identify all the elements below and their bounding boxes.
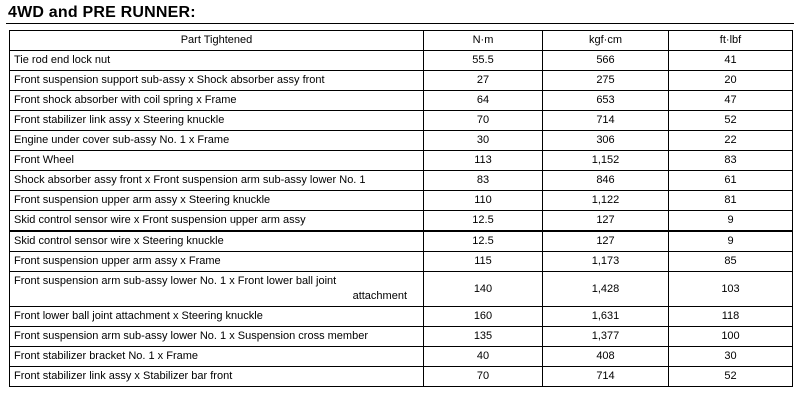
table-row (10, 252, 793, 272)
nm-cell: 135 (424, 327, 543, 347)
ft-lbf-cell: 100 (669, 327, 793, 347)
nm-cell: 110 (424, 191, 543, 211)
column-header-ft-lbf: ft·lbf (669, 31, 793, 51)
kgf-cm-cell: 127 (543, 211, 669, 232)
part-cell: Skid control sensor wire x Steering knuckle (10, 231, 424, 252)
section-title-underline (6, 23, 794, 24)
nm-cell: 40 (424, 347, 543, 367)
nm-cell: 140 (424, 272, 543, 307)
column-header-nm: N·m (424, 31, 543, 51)
part-cell: Shock absorber assy front x Front suspension arm sub-assy lower No. 1 (10, 171, 424, 191)
nm-cell: 70 (424, 367, 543, 387)
table-row (10, 367, 793, 387)
section-title: 4WD and PRE RUNNER: (8, 4, 196, 21)
nm-cell: 83 (424, 171, 543, 191)
ft-lbf-cell: 118 (669, 307, 793, 327)
ft-lbf-cell: 41 (669, 51, 793, 71)
ft-lbf-cell: 20 (669, 71, 793, 91)
ft-lbf-cell: 52 (669, 367, 793, 387)
kgf-cm-cell: 275 (543, 71, 669, 91)
part-cell (10, 272, 424, 307)
table-row (10, 71, 793, 91)
ft-lbf-cell: 61 (669, 171, 793, 191)
nm-cell: 55.5 (424, 51, 543, 71)
table-row (10, 327, 793, 347)
part-cell: Front lower ball joint attachment x Steering knuckle (10, 307, 424, 327)
table-row (10, 171, 793, 191)
table-row (10, 51, 793, 71)
part-cell: Front suspension upper arm assy x Steering knuckle (10, 191, 424, 211)
part-cell: Tie rod end lock nut (10, 51, 424, 71)
part-cell: Front suspension arm sub-assy lower No. 1 x Suspension cross member (10, 327, 424, 347)
kgf-cm-cell: 714 (543, 367, 669, 387)
ft-lbf-cell: 81 (669, 191, 793, 211)
kgf-cm-cell: 1,631 (543, 307, 669, 327)
table-row (10, 231, 793, 252)
table-row (10, 111, 793, 131)
part-cell: Front shock absorber with coil spring x Frame (10, 91, 424, 111)
ft-lbf-cell: 47 (669, 91, 793, 111)
nm-cell: 160 (424, 307, 543, 327)
nm-cell: 113 (424, 151, 543, 171)
torque-spec-table (9, 30, 793, 387)
ft-lbf-cell: 30 (669, 347, 793, 367)
part-cell: Front stabilizer link assy x Stabilizer bar front (10, 367, 424, 387)
nm-cell: 64 (424, 91, 543, 111)
kgf-cm-cell: 1,377 (543, 327, 669, 347)
nm-cell: 27 (424, 71, 543, 91)
table-row (10, 307, 793, 327)
table-row (10, 131, 793, 151)
ft-lbf-cell: 103 (669, 272, 793, 307)
column-header-part: Part Tightened (10, 31, 424, 51)
ft-lbf-cell: 52 (669, 111, 793, 131)
part-cell: Front Wheel (10, 151, 424, 171)
table-row (10, 347, 793, 367)
kgf-cm-cell: 1,428 (543, 272, 669, 307)
nm-cell: 70 (424, 111, 543, 131)
part-cell: Front stabilizer link assy x Steering knuckle (10, 111, 424, 131)
part-cell-line-1: Front suspension arm sub-assy lower No. 1 x Front lower ball joint (14, 275, 337, 287)
ft-lbf-cell: 9 (669, 231, 793, 252)
table-row (10, 211, 793, 232)
table-row (10, 272, 793, 307)
part-cell-text (14, 274, 419, 304)
kgf-cm-cell: 653 (543, 91, 669, 111)
part-cell: Front suspension upper arm assy x Frame (10, 252, 424, 272)
nm-cell: 115 (424, 252, 543, 272)
nm-cell: 12.5 (424, 231, 543, 252)
table-row (10, 91, 793, 111)
part-cell: Skid control sensor wire x Front suspension upper arm assy (10, 211, 424, 232)
kgf-cm-cell: 306 (543, 131, 669, 151)
kgf-cm-cell: 714 (543, 111, 669, 131)
part-cell: Engine under cover sub-assy No. 1 x Frame (10, 131, 424, 151)
part-cell: Front suspension support sub-assy x Shock absorber assy front (10, 71, 424, 91)
part-cell: Front stabilizer bracket No. 1 x Frame (10, 347, 424, 367)
kgf-cm-cell: 1,152 (543, 151, 669, 171)
kgf-cm-cell: 1,122 (543, 191, 669, 211)
kgf-cm-cell: 566 (543, 51, 669, 71)
column-header-kgf-cm: kgf·cm (543, 31, 669, 51)
ft-lbf-cell: 85 (669, 252, 793, 272)
table-row (10, 151, 793, 171)
kgf-cm-cell: 127 (543, 231, 669, 252)
kgf-cm-cell: 846 (543, 171, 669, 191)
kgf-cm-cell: 408 (543, 347, 669, 367)
table-header-row (10, 31, 793, 51)
ft-lbf-cell: 22 (669, 131, 793, 151)
part-cell-line-2: attachment (352, 290, 407, 302)
nm-cell: 30 (424, 131, 543, 151)
ft-lbf-cell: 9 (669, 211, 793, 232)
table-row (10, 191, 793, 211)
kgf-cm-cell: 1,173 (543, 252, 669, 272)
ft-lbf-cell: 83 (669, 151, 793, 171)
nm-cell: 12.5 (424, 211, 543, 232)
